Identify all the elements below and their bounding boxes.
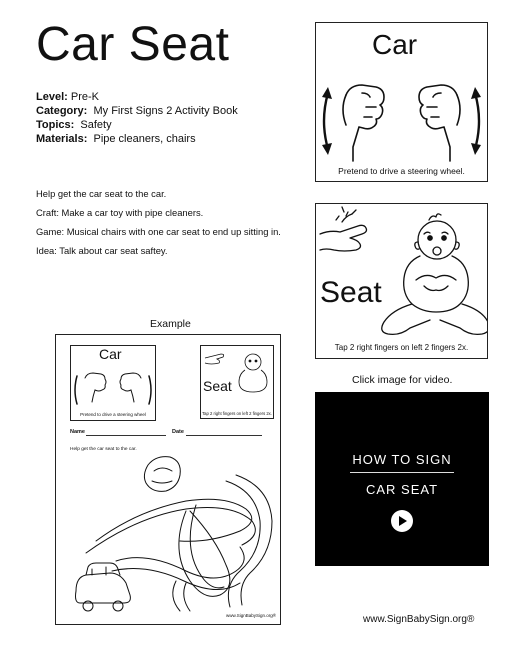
car-sign-illustration bbox=[316, 63, 487, 173]
activity-description bbox=[36, 184, 281, 260]
example-name-line bbox=[86, 435, 166, 436]
example-worksheet[interactable] bbox=[55, 334, 281, 625]
video-title-line1: HOW TO SIGN bbox=[352, 452, 452, 467]
video-instruction: Click image for video. bbox=[352, 374, 453, 386]
description-line: Idea: Talk about car seat saftey. bbox=[36, 245, 168, 256]
level-label: Level: bbox=[36, 91, 68, 103]
site-footer-link[interactable]: www.SignBabySign.org® bbox=[363, 614, 475, 625]
play-icon[interactable] bbox=[391, 510, 413, 532]
example-instruction: Help get the car seat to the car. bbox=[70, 447, 137, 452]
car-sign-card[interactable] bbox=[315, 22, 488, 182]
example-seat-illustration bbox=[201, 346, 273, 406]
example-car-title: Car bbox=[99, 346, 122, 362]
materials-value: Pipe cleaners, chairs bbox=[93, 133, 196, 145]
example-car-illustration bbox=[71, 362, 155, 412]
topics-label: Topics: bbox=[36, 119, 75, 131]
example-seat-caption: Tap 2 right fingers on left 2 fingers 2x. bbox=[202, 411, 272, 416]
example-car-caption: Pretend to drive a steering wheel bbox=[80, 412, 146, 417]
seat-sign-card[interactable] bbox=[315, 203, 488, 359]
page-title: Car Seat bbox=[36, 18, 230, 71]
description-line: Craft: Make a car toy with pipe cleaners. bbox=[36, 207, 204, 218]
category-value: My First Signs 2 Activity Book bbox=[93, 105, 238, 117]
car-sign-caption: Pretend to drive a steering wheel. bbox=[338, 166, 465, 176]
video-thumbnail[interactable] bbox=[315, 392, 489, 566]
example-date-line bbox=[186, 435, 262, 436]
activity-meta bbox=[36, 90, 238, 146]
example-car-card bbox=[70, 345, 156, 421]
video-title-line2: CAR SEAT bbox=[365, 482, 439, 497]
topics-value: Safety bbox=[80, 119, 112, 131]
level-value: Pre-K bbox=[70, 91, 99, 103]
example-footer: www.SignBabySign.org® bbox=[226, 613, 277, 618]
seat-sign-title: Seat bbox=[320, 276, 382, 309]
description-line: Game: Musical chairs with one car seat to end up sitting in. bbox=[36, 226, 281, 237]
materials-label: Materials: bbox=[36, 133, 88, 145]
seat-sign-caption: Tap 2 right fingers on left 2 fingers 2x. bbox=[334, 343, 469, 352]
description-line: Help get the car seat to the car. bbox=[36, 188, 167, 199]
example-seat-title: Seat bbox=[203, 378, 232, 394]
example-label: Example bbox=[150, 318, 191, 330]
example-maze bbox=[56, 441, 280, 616]
example-date-label: Date bbox=[172, 429, 184, 435]
seat-sign-illustration bbox=[316, 204, 487, 339]
example-seat-card bbox=[200, 345, 274, 419]
category-label: Category: bbox=[36, 105, 88, 117]
example-name-label: Name bbox=[70, 429, 85, 435]
video-divider bbox=[350, 472, 454, 473]
car-sign-title: Car bbox=[372, 29, 418, 60]
